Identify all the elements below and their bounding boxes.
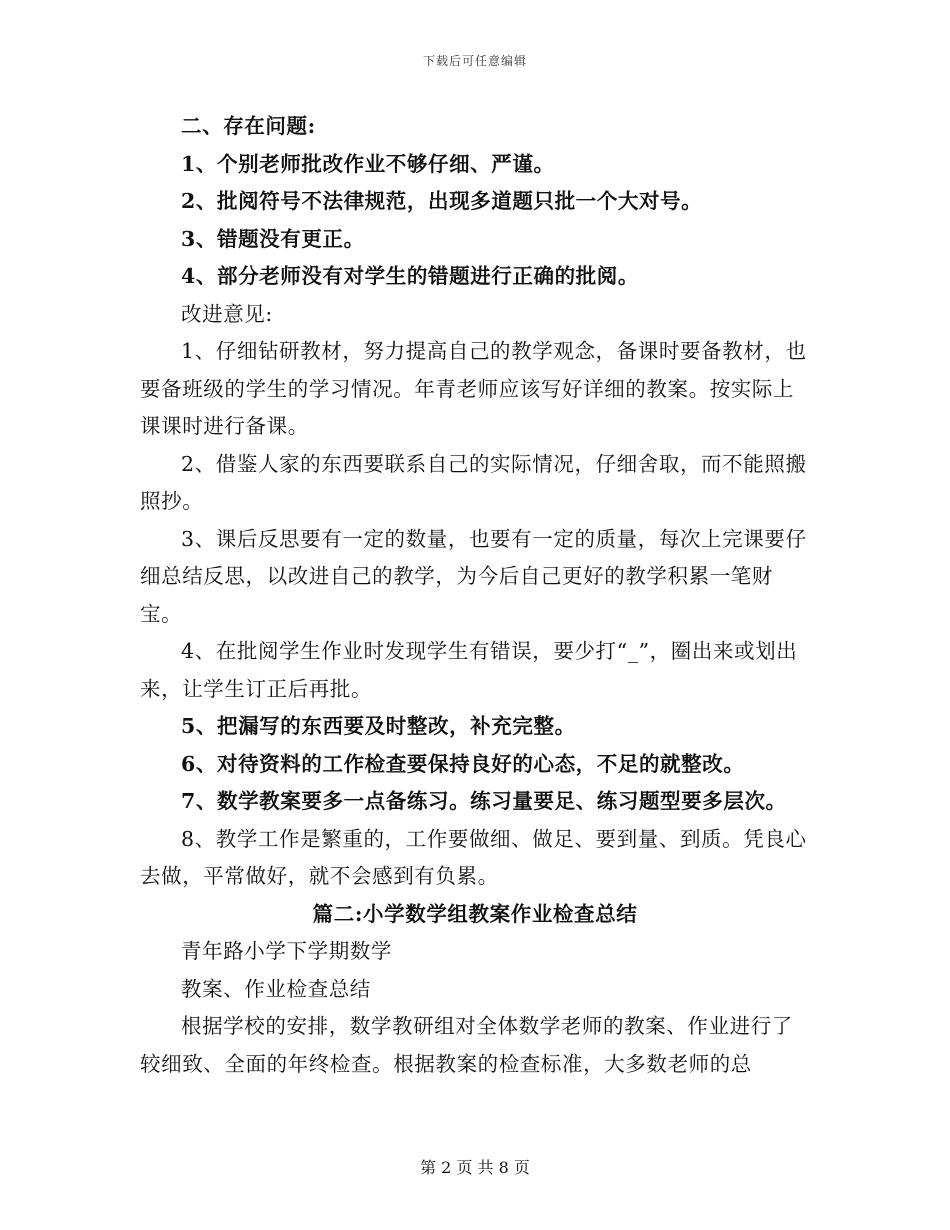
improvement-item-6: 6、对待资料的工作检查要保持良好的心态，不足的就整改。 — [181, 751, 745, 776]
improvement-item-8: 8、教学工作是繁重的，工作要做细、做足、要到量、到质。凭良心去做，平常做好，就不会感到有负累。 — [140, 826, 807, 888]
document-body — [140, 108, 810, 1083]
problem-item-1: 1、个别老师批改作业不够仔细、严谨。 — [181, 151, 555, 176]
improvement-item-3: 3、课后反思要有一定的数量，也要有一定的质量，每次上完课要仔细总结反思，以改进自己的教学，为今后自己更好的教学积累一笔财宝。 — [140, 526, 807, 626]
improvement-item-1: 1、仔细钻研教材，努力提高自己的教学观念，备课时要备教材，也要备班级的学生的学习情况。年青老师应该写好详细的教案。按实际上课课时进行备课。 — [140, 339, 807, 438]
improvement-item-4: 4、在批阅学生作业时发现学生有错误，要少打“_”，圈出来或划出来，让学生订正后再批。 — [140, 639, 798, 701]
section-heading-improvements: 改进意见: — [181, 301, 273, 326]
school-name-line: 青年路小学下学期数学 — [181, 939, 392, 963]
article-two-title: 篇二:小学数学组教案作业检查总结 — [312, 901, 638, 926]
improvement-item-5: 5、把漏写的东西要及时整改，补充完整。 — [181, 714, 576, 738]
summary-body-paragraph: 根据学校的安排，数学教研组对全体数学老师的教案、作业进行了较细致、全面的年终检查。根据教案的检查标准，大多数老师的总 — [140, 1014, 793, 1076]
problem-item-4: 4、部分老师没有对学生的错题进行正确的批阅。 — [181, 264, 639, 288]
summary-subtitle: 教案、作业检查总结 — [181, 976, 371, 1001]
problem-item-3: 3、错题没有更正。 — [181, 226, 365, 251]
section-heading-problems: 二、存在问题: — [181, 114, 316, 138]
page-number: 第 2 页 共 8 页 — [420, 1158, 530, 1177]
improvement-item-2: 2、借鉴人家的东西要联系自己的实际情况，仔细舍取，而不能照搬照抄。 — [140, 451, 807, 513]
header-note: 下载后可任意编辑 — [422, 54, 527, 68]
problem-item-2: 2、批阅符号不法律规范，出现多道题只批一个大对号。 — [181, 189, 703, 213]
improvement-item-7: 7、数学教案要多一点备练习。练习量要足、练习题型要多层次。 — [181, 789, 787, 813]
